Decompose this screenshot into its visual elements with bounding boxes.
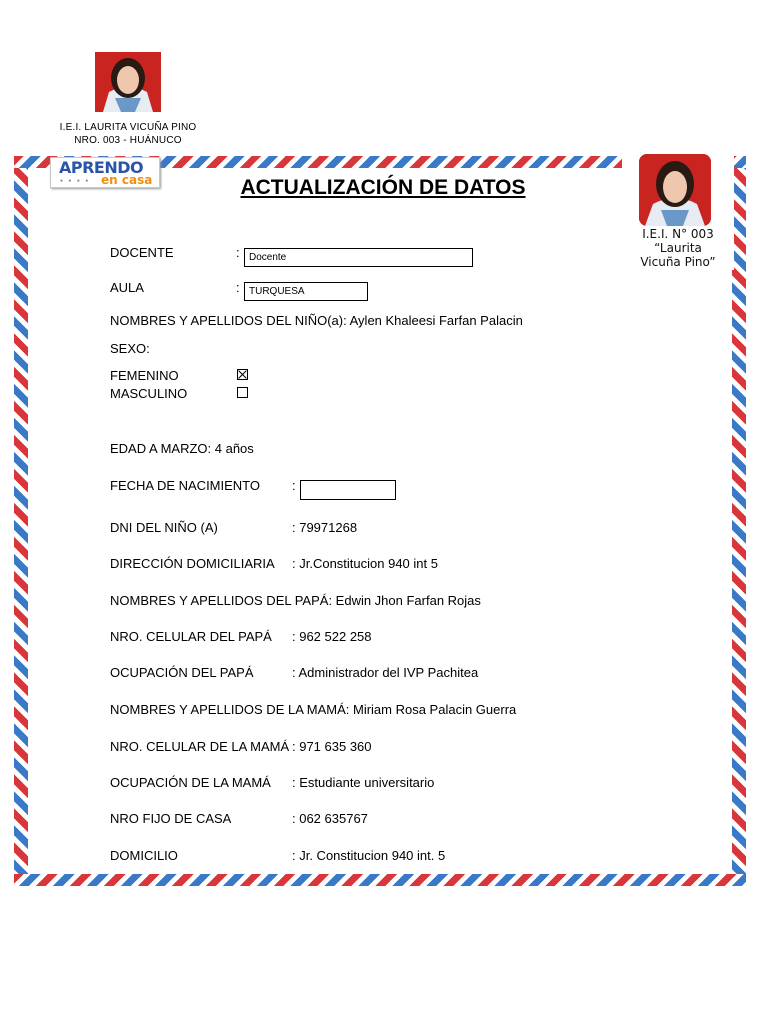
direccion-value: : Jr.Constitucion 940 int 5	[292, 556, 438, 571]
logo-caption-line1: I.E.I. N° 003	[642, 227, 714, 241]
school-number: NRO. 003 - HUÁNUCO	[74, 135, 182, 146]
docente-label: DOCENTE	[110, 245, 174, 260]
fijo-label: NRO FIJO DE CASA	[110, 811, 232, 826]
docente-colon: :	[236, 245, 240, 260]
celular-papa-value: : 962 522 258	[292, 629, 372, 644]
femenino-checkbox[interactable]	[237, 369, 248, 380]
iei-003-logo	[622, 152, 734, 270]
fecha-nacimiento-colon: :	[292, 478, 296, 493]
school-name: I.E.I. LAURITA VICUÑA PINO	[59, 122, 197, 133]
logo-portrait-image	[639, 154, 711, 226]
masculino-checkbox[interactable]	[237, 387, 248, 398]
logo-caption-line2: “Laurita	[654, 241, 702, 255]
masculino-label: MASCULINO	[110, 386, 188, 401]
dni-label: DNI DEL NIÑO (A)	[110, 520, 218, 535]
edad-line: EDAD A MARZO: 4 años	[110, 441, 254, 456]
airmail-border-right	[732, 156, 746, 886]
ocupacion-papa-label: OCUPACIÓN DEL PAPÁ	[110, 665, 254, 680]
celular-mama-value: : 971 635 360	[292, 739, 372, 754]
logo-caption-line3: Vicuña Pino”	[640, 255, 716, 269]
docente-field[interactable]: Docente	[244, 248, 473, 267]
aprendo-logo-main: APRENDO	[59, 158, 144, 177]
celular-mama-label: NRO. CELULAR DE LA MAMÁ	[110, 739, 290, 754]
aula-label: AULA	[110, 280, 144, 295]
domicilio-label: DOMICILIO	[110, 848, 178, 863]
nombres-nino-line: NOMBRES Y APELLIDOS DEL NIÑO(a): Aylen Khaleesi Farfan Palacin	[110, 313, 523, 328]
aula-colon: :	[236, 280, 240, 295]
ocupacion-mama-label: OCUPACIÓN DE LA MAMÁ	[110, 775, 271, 790]
nombres-mama-line: NOMBRES Y APELLIDOS DE LA MAMÁ: Miriam Rosa Palacin Guerra	[110, 702, 517, 717]
sexo-label: SEXO:	[110, 341, 150, 356]
ocupacion-mama-value: : Estudiante universitario	[292, 775, 435, 790]
nombres-papa-line: NOMBRES Y APELLIDOS DEL PAPÁ: Edwin Jhon Farfan Rojas	[110, 593, 481, 608]
airmail-border-bottom	[14, 874, 746, 886]
fecha-nacimiento-label: FECHA DE NACIMIENTO	[110, 478, 261, 493]
direccion-label: DIRECCIÓN DOMICILIARIA	[110, 556, 275, 571]
femenino-label: FEMENINO	[110, 368, 179, 383]
fecha-nacimiento-field[interactable]	[300, 480, 396, 500]
aprendo-logo-sub: en casa	[101, 173, 153, 187]
domicilio-value: : Jr. Constitucion 940 int. 5	[292, 848, 446, 863]
school-portrait-image	[95, 52, 161, 112]
document-title: ACTUALIZACIÓN DE DATOS	[240, 176, 526, 199]
aprendo-logo-dots: ● ● ● ●	[60, 178, 91, 184]
celular-papa-label: NRO. CELULAR DEL PAPÁ	[110, 629, 272, 644]
dni-value: : 79971268	[292, 520, 358, 535]
ocupacion-papa-value: : Administrador del IVP Pachitea	[292, 665, 479, 680]
fijo-value: : 062 635767	[292, 811, 368, 826]
aula-field[interactable]: TURQUESA	[244, 282, 368, 301]
aprendo-en-casa-logo	[50, 157, 160, 188]
airmail-border-left	[14, 156, 28, 886]
